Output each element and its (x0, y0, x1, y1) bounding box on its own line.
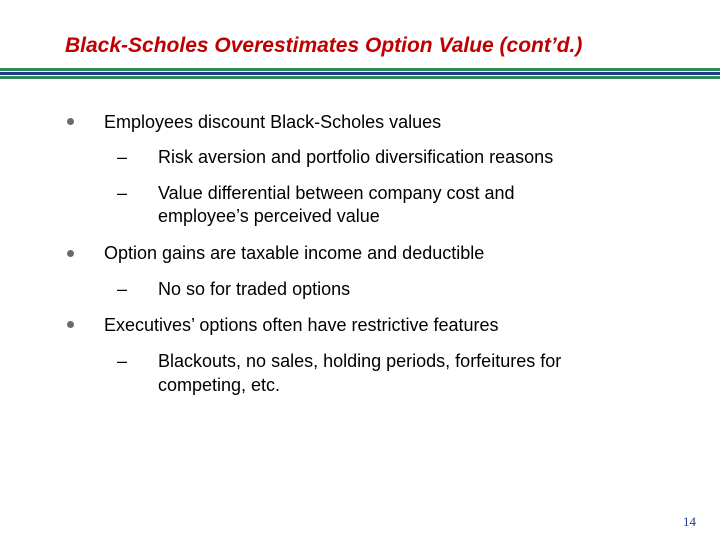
slide-title: Black-Scholes Overestimates Option Value (cont’d.) (65, 34, 583, 57)
bullet-text: Employees discount Black-Scholes values (104, 112, 442, 132)
page-number: 14 (683, 514, 696, 529)
sub-bullet-text: Value differential between company cost and (158, 183, 515, 203)
bullet-text: Option gains are taxable income and deductible (104, 243, 485, 263)
sub-bullet-text: No so for traded options (158, 279, 351, 299)
sub-bullet-dash: – (117, 147, 128, 167)
sub-bullet-dash: – (117, 351, 128, 371)
sub-bullet-text: Blackouts, no sales, holding periods, forfeitures for (158, 351, 562, 371)
title-rule (0, 68, 720, 71)
bullet-icon (67, 321, 74, 328)
sub-bullet-dash: – (117, 279, 128, 299)
bullet-icon (67, 118, 74, 125)
sub-bullet-text: employee’s perceived value (158, 206, 380, 226)
title-rule (0, 76, 720, 79)
title-rule (0, 72, 720, 75)
sub-bullet-text: Risk aversion and portfolio diversification reasons (158, 147, 554, 167)
bullet-icon (67, 250, 74, 257)
bullet-text: Executives’ options often have restrictive features (104, 315, 499, 335)
sub-bullet-dash: – (117, 183, 128, 203)
sub-bullet-text: competing, etc. (158, 375, 281, 395)
